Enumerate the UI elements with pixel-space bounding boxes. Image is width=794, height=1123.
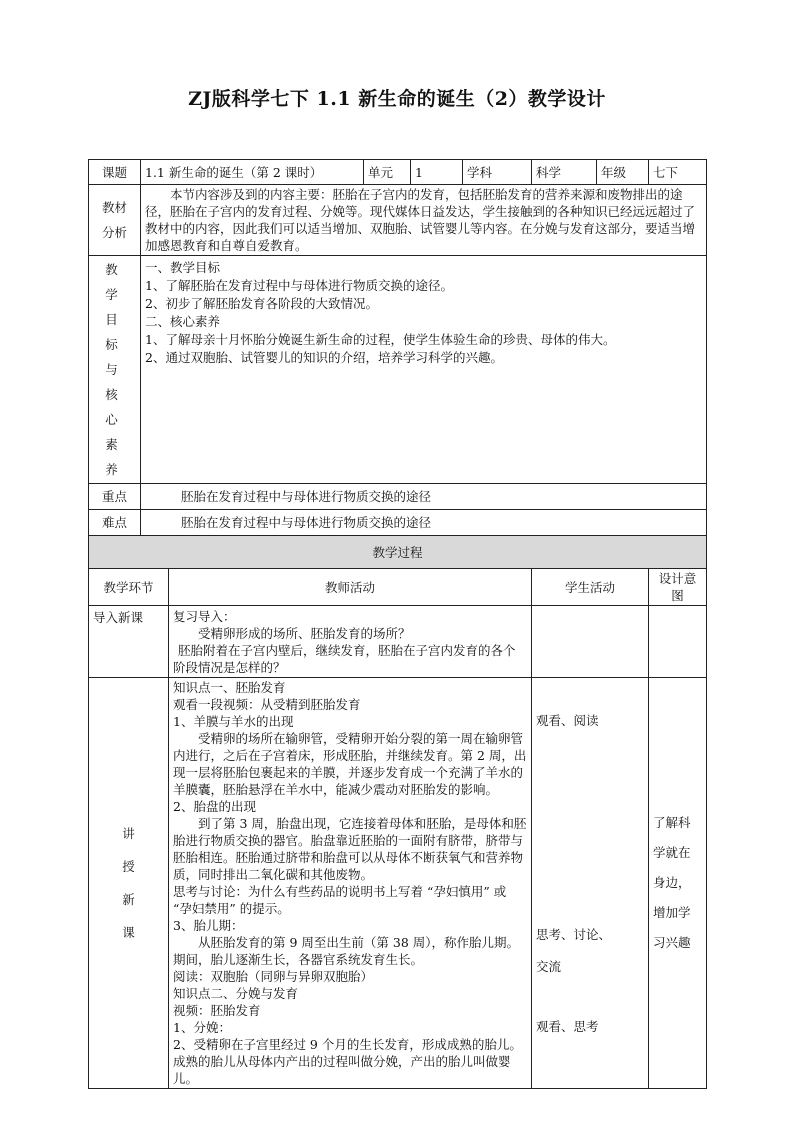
intro-stage: 导入新课 xyxy=(89,606,169,678)
analysis-paragraph: 本节内容涉及到的内容主要：胚胎在子宫内的发育，包括胚胎发育的营养来源和废物排出的途径，胚胎在子宫内的发育过程、分娩等。现代媒体日益发达，学生接触到的各种知识已经远远超过了教材中的内容，因此我们可以适当增加、双胞胎、试管婴儿等内容。在分娩与发育这部分，要适当增加感恩教育和自尊自爱教育。 xyxy=(145,187,696,253)
student-activity: 观看、思考 xyxy=(536,1019,599,1034)
student-activity: 观看、阅读 xyxy=(536,713,599,728)
teach-line: 知识点一、胚胎发育 xyxy=(173,680,286,695)
goals-line: 二、核心素养 xyxy=(145,314,221,329)
teach-student xyxy=(532,678,649,1089)
unit-value: 1 xyxy=(411,160,463,185)
col-stage: 教学环节 xyxy=(89,569,169,606)
document-title: ZJ版科学七下 1.1 新生命的诞生（2）教学设计 xyxy=(188,88,606,110)
topic-value: 1.1 新生命的诞生（第 2 课时） xyxy=(141,160,364,185)
process-header: 教学过程 xyxy=(89,536,707,569)
goals-label-line: 与 核 xyxy=(105,362,124,402)
topic-label: 课题 xyxy=(89,160,141,185)
teach-teacher xyxy=(169,678,532,1089)
teach-line: 思考与讨论：为什么有些药品的说明书上写着 “孕妇慎用” 或 “孕妇禁用” 的提示。 xyxy=(173,884,507,916)
teach-line: 视频：胚胎发育 xyxy=(173,1003,261,1018)
analysis-label xyxy=(89,185,141,256)
col-student: 学生活动 xyxy=(532,569,649,606)
lesson-plan-table xyxy=(88,159,707,1089)
subject-value: 科学 xyxy=(532,160,597,185)
intro-student xyxy=(532,606,649,678)
goals-label-line: 心 素 xyxy=(105,412,124,452)
grade-value: 七下 xyxy=(649,160,707,185)
col-design: 设计意图 xyxy=(649,569,707,606)
unit-label: 单元 xyxy=(364,160,411,185)
student-activity: 思考、讨论、 xyxy=(536,927,612,942)
teach-line: 1、羊膜与羊水的出现 xyxy=(173,714,294,729)
goals-label xyxy=(89,256,141,484)
goals-label-line: 教 学 xyxy=(105,262,124,302)
intro-design xyxy=(649,606,707,678)
intro-line: 复习导入： xyxy=(173,609,236,624)
key-point-label: 重点 xyxy=(89,484,141,510)
col-teacher: 教师活动 xyxy=(169,569,532,606)
difficulty-label: 难点 xyxy=(89,510,141,536)
difficulty-text: 胚胎在发育过程中与母体进行物质交换的途径 xyxy=(141,510,707,536)
teach-stage xyxy=(89,678,169,1089)
teach-line: 从胚胎发育的第 9 周至出生前（第 38 周），称作胎儿期。期间，胎儿逐渐生长，各器官系统发育生长。 xyxy=(173,935,520,967)
teach-stage-char: 讲 xyxy=(122,826,135,841)
goals-line: 一、教学目标 xyxy=(145,260,221,275)
intro-teacher xyxy=(169,606,532,678)
goals-line: 2、通过双胞胎、试管婴儿的知识的介绍，培养学习科学的兴趣。 xyxy=(145,350,503,365)
analysis-label-line: 分析 xyxy=(101,225,127,240)
analysis-label-line: 教材 xyxy=(101,200,127,215)
teach-line: 受精卵的场所在输卵管，受精卵开始分裂的第一周在输卵管内进行，之后在子宫着床，形成胚胎，并继续发育。第 2 周，出现一层将胚胎包裹起来的羊膜，并逐步发育成一个充满了羊水的羊膜囊，胚胎悬浮在羊水中，能减少震动对胚胎发的影响。 xyxy=(173,731,527,797)
goals-line: 1、了解胚胎在发育过程中与母体进行物质交换的途径。 xyxy=(145,278,453,293)
teach-line: 2、受精卵在子宫里经过 9 个月的生长发育，形成成熟的胎儿。成熟的胎儿从母体内产出的过程叫做分娩，产出的胎儿叫做婴儿。 xyxy=(173,1037,522,1086)
goals-label-line: 养 xyxy=(105,462,124,477)
key-point-text: 胚胎在发育过程中与母体进行物质交换的途径 xyxy=(141,484,707,510)
teach-line: 1、分娩： xyxy=(173,1020,231,1035)
teach-line: 观看一段视频：从受精到胚胎发育 xyxy=(173,697,361,712)
goals-label-line: 目 标 xyxy=(105,312,124,352)
teach-line: 3、胎儿期： xyxy=(173,918,244,933)
teach-stage-char: 课 xyxy=(122,925,135,940)
goals-line: 1、了解母亲十月怀胎分娩诞生新生命的过程，使学生体验生命的珍贵、母体的伟大。 xyxy=(145,332,616,347)
teach-stage-char: 授 xyxy=(122,859,135,874)
teach-line: 阅读：双胞胎（同卵与异卵双胞胎） xyxy=(173,969,374,984)
subject-label: 学科 xyxy=(463,160,532,185)
teach-design: 了解科学就在身边，增加学习兴趣 xyxy=(649,678,707,1089)
analysis-text xyxy=(141,185,707,256)
goals-text xyxy=(141,256,707,484)
intro-line: 胚胎附着在子宫内壁后，继续发育，胚胎在子宫内发育的各个阶段情况是怎样的？ xyxy=(173,643,516,675)
teach-line: 知识点二、分娩与发育 xyxy=(173,986,299,1001)
student-activity: 交流 xyxy=(536,959,562,974)
teach-line: 2、胎盘的出现 xyxy=(173,799,256,814)
goals-line: 2、初步了解胚胎发育各阶段的大致情况。 xyxy=(145,296,378,311)
intro-line: 受精卵形成的场所、胚胎发育的场所？ xyxy=(198,626,411,641)
teach-stage-char: 新 xyxy=(122,892,135,907)
teach-line: 到了第 3 周，胎盘出现，它连接着母体和胚胎，是母体和胚胎进行物质交换的器官。胎盘靠近胚胎的一面附有脐带，脐带与胚胎相连。胚胎通过脐带和胎盘可以从母体不断获氧气和营养物质，同时排出二氧化碳和其他废物。 xyxy=(173,816,527,882)
grade-label: 年级 xyxy=(597,160,649,185)
